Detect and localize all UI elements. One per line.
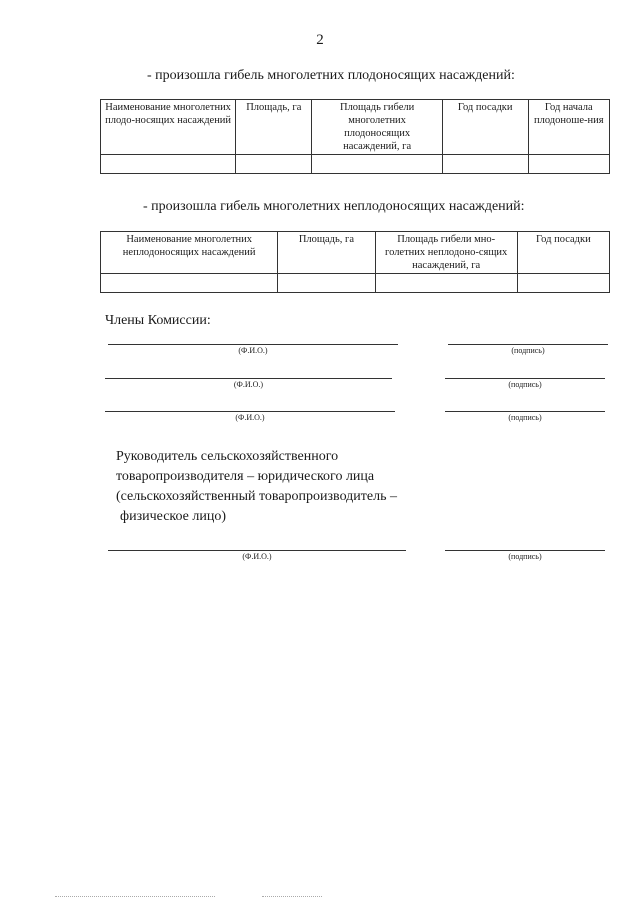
leader-signature-caption: (подпись) [508,552,542,561]
commission-label: Члены Комиссии: [105,313,211,328]
col-area: Площадь, га [236,100,312,155]
col-name: Наименование многолетних плодо-носящих насаждений [101,100,236,155]
signature-line-2 [445,378,605,379]
col-loss-area: Площадь гибели мно-голетних неплодоно-сящих насаждений, га [375,232,517,274]
leader-line-3: (сельскохозяйственный товаропроизводитель – [116,489,397,504]
signature-caption-3: (подпись) [508,413,542,422]
col-planting-year: Год посадки [517,232,609,274]
footer-scan-mark [55,896,215,897]
section2-heading: - произошла гибель многолетних неплодоносящих насаждений: [143,199,525,214]
table-fruit-bearing [100,99,610,174]
leader-block [116,447,476,527]
leader-line-2: товаропроизводителя – юридического лица [116,469,375,484]
fio-caption-3: (Ф.И.О.) [235,413,265,422]
col-area: Площадь, га [278,232,375,274]
table-row [101,155,610,174]
leader-signature-line [445,550,605,551]
footer-scan-mark [262,896,322,897]
page-number: 2 [316,32,324,48]
col-fruiting-year: Год начала плодоноше-ния [528,100,609,155]
signature-caption-2: (подпись) [508,380,542,389]
fio-line-1 [108,344,398,345]
table-header-row [101,232,610,274]
table-header-row [101,100,610,155]
fio-caption-1: (Ф.И.О.) [238,346,268,355]
table-row [101,274,610,293]
section1-heading: - произошла гибель многолетних плодоносящих насаждений: [147,68,515,83]
col-loss-area: Площадь гибели многолетних плодоносящих насаждений, га [312,100,442,155]
leader-line-1: Руководитель сельскохозяйственного [116,449,339,464]
signature-caption-1: (подпись) [511,346,545,355]
leader-fio-caption: (Ф.И.О.) [242,552,272,561]
col-name: Наименование многолетних неплодоносящих насаждений [101,232,278,274]
leader-line-4: физическое лицо) [120,509,227,524]
leader-fio-line [108,550,406,551]
signature-line-1 [448,344,608,345]
table-non-fruit-bearing [100,231,610,293]
fio-line-3 [105,411,395,412]
col-planting-year: Год посадки [442,100,528,155]
signature-line-3 [445,411,605,412]
fio-caption-2: (Ф.И.О.) [233,380,264,389]
fio-line-2 [105,378,392,379]
